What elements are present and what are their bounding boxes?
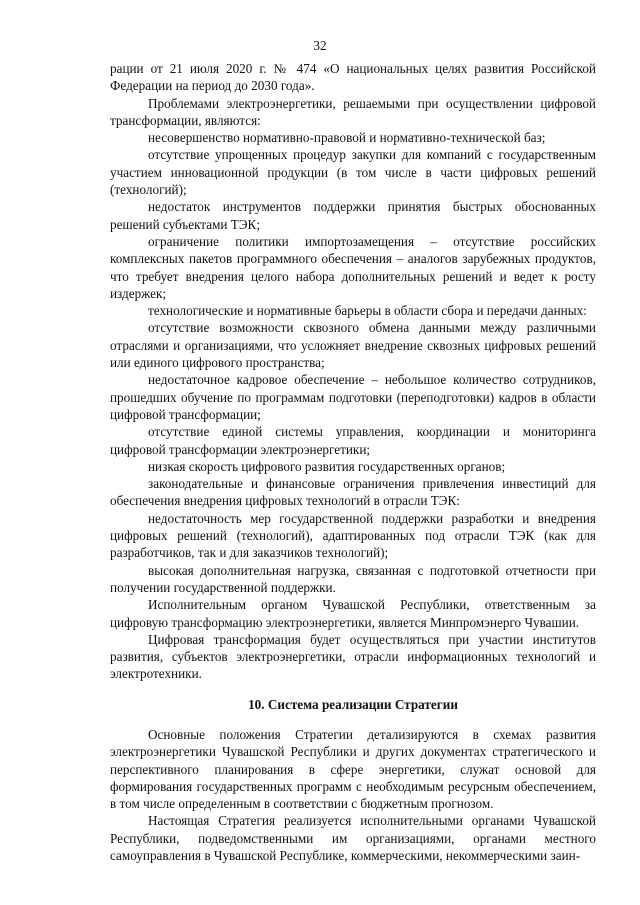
paragraph: технологические и нормативные барьеры в области сбора и передачи данных: [148,303,587,319]
paragraph: высокая дополнительная нагрузка, связанная с подготовкой отчетности при получении государственной поддержки. [110,562,596,595]
paragraph: Цифровая трансформация будет осуществляться при участии институтов развития, субъектов электроэнергетики, отрасли информационных технологий и электротехники. [110,631,596,682]
paragraph: несовершенство нормативно-правовой и нормативно-технической баз; [148,130,546,146]
paragraph: недостаток инструментов поддержки принятия быстрых обоснованных решений субъектами ТЭК; [110,199,596,232]
paragraph: отсутствие единой системы управления, координации и мониторинга цифровой трансформации электроэнергетики; [110,424,596,457]
paragraph: Исполнительным органом Чувашской Республики, ответственным за цифровую трансформацию электроэнергетики, является Минпромэнерго Чувашии. [110,597,596,630]
paragraphs-before-heading [110,60,596,683]
paragraph: рации от 21 июля 2020 г. № 474 «О национальных целях развития Российской Федерации на период до 2030 года». [110,61,596,94]
paragraph: законодательные и финансовые ограничения привлечения инвестиций для обеспечения внедрения цифровых технологий в отрасли ТЭК: [110,476,596,509]
section-heading: 10. Система реализации Стратегии [248,696,458,712]
paragraph: низкая скорость цифрового развития государственных органов; [148,458,506,474]
paragraph: Проблемами электроэнергетики, решаемыми при осуществлении цифровой трансформации, являются: [110,95,596,128]
paragraph: ограничение политики импортозамещения – отсутствие российских комплексных пакетов программного обеспечения – аналогов зарубежных продуктов, что требует внедрения целого набора дополнительных решений и ведет к росту издержек; [110,233,596,301]
paragraphs-after-heading [110,726,596,864]
paragraph: Основные положения Стратегии детализируются в схемах развития электроэнергетики Чувашской Республики и других документах стратегического и перспективного планирования в сфере энергетики, служат основой для формирования государственных программ с необходимым ресурсным обеспечением, в том числе определенным в соответствии с бюджетным прогнозом. [110,726,596,812]
document-body [110,60,596,864]
paragraph: Настоящая Стратегия реализуется исполнительными органами Чувашской Республики, подведомственными им организациями, органами местного самоуправления в Чувашской Республике, коммерческими, некоммерческими заин- [110,813,596,864]
paragraph: недостаточность мер государственной поддержки разработки и внедрения цифровых решений (технологий), адаптированных под отрасли ТЭК (как для разработчиков, так и для заказчиков технологий); [110,510,596,561]
paragraph: отсутствие возможности сквозного обмена данными между различными отраслями и организациями, что усложняет внедрение сквозных цифровых решений или единого цифрового пространства; [110,320,596,371]
page-number: 32 [313,38,327,53]
paragraph: недостаточное кадровое обеспечение – небольшое количество сотрудников, прошедших обучение по программам подготовки (переподготовки) кадров в области цифровой трансформации; [110,372,596,422]
paragraph: отсутствие упрощенных процедур закупки для компаний с государственным участием инновационной продукции (в том числе в части цифровых решений (технологий); [110,147,596,198]
